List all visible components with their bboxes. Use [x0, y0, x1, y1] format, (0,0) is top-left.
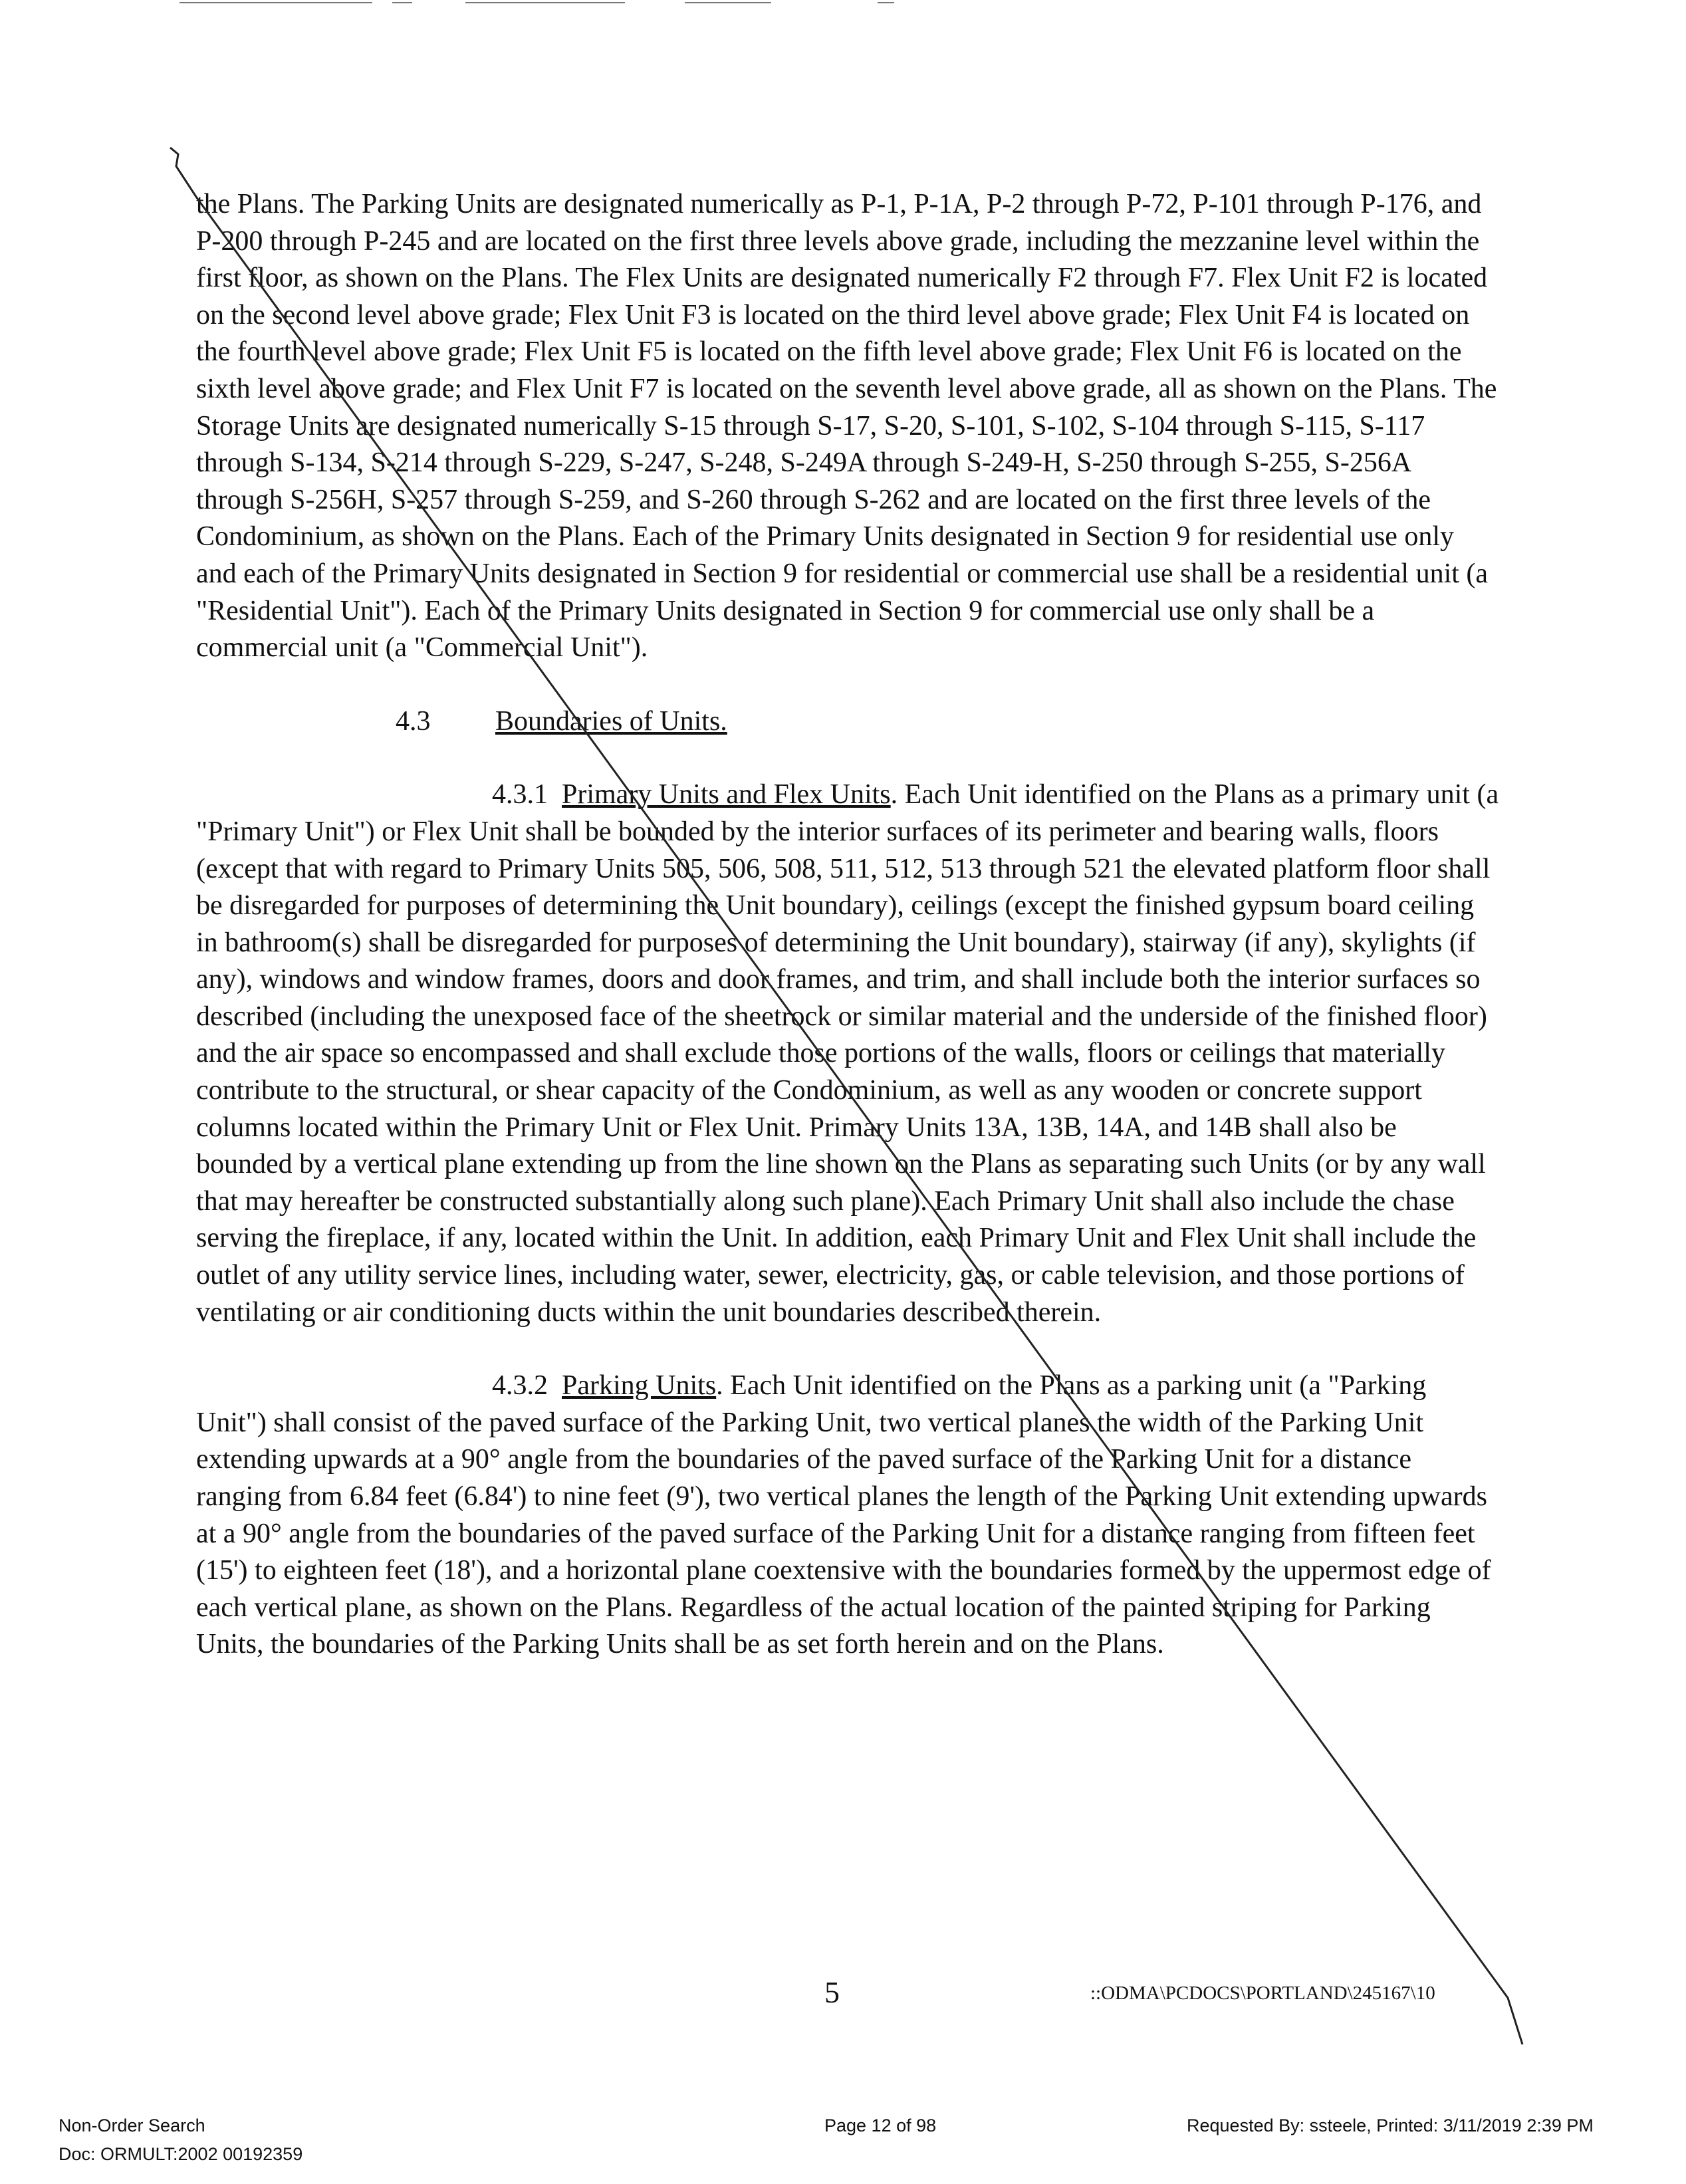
subsection-4-3-2: [196, 1368, 1499, 1663]
page-number: 5: [824, 1975, 840, 2009]
section-number: 4.3: [396, 705, 431, 737]
subsection-body: . Each Unit identified on the Plans as a parking unit (a "Parking Unit") shall consist of the paved surface of the Parking Unit, two vertical planes the width of the Parking Unit extending upwards at a 90° angle from the boundaries of the paved surface of the Parking Unit for a distance ranging from 6.84 feet (6.84') to nine feet (9'), two vertical planes the length of the Parking Unit extending upwards at a 90° angle from the boundaries of the paved surface of the Parking Unit for a distance ranging from fifteen feet (15') to eighteen feet (18'), and a horizontal plane coextensive with the boundaries formed by the uppermost edge of each vertical plane, as shown on the Plans. Regardless of the actual location of the painted striping for Parking Units, the boundaries of the Parking Units shall be as set forth herein and on the Plans.: [196, 1370, 1491, 1660]
subsection-number: 4.3.1: [492, 779, 548, 810]
scan-artifact-marks: [0, 0, 1686, 13]
document-body: [196, 186, 1499, 1663]
document-path: ::ODMA\PCDOCS\PORTLAND\245167\10: [1090, 1983, 1435, 2004]
subsection-body: . Each Unit identified on the Plans as a primary unit (a "Primary Unit") or Flex Unit shall be bounded by the interior surfaces of its perimeter and bearing walls, floors (except that with regard to Primary Units 505, 506, 508, 511, 512, 513 through 521 the elevated platform floor shall be disregarded for purposes of determining the Unit boundary), ceilings (except the finished gypsum board ceiling in bathroom(s) shall be disregarded for purposes of determining the Unit boundary), stairway (if any), skylights (if any), windows and window frames, doors and door frames, and trim, and shall include both the interior surfaces so described (including the unexposed face of the sheetrock or similar material and the underside of the finished floor) and the air space so encompassed and shall exclude those portions of the walls, floors or ceilings that materially contribute to the structural, or shear capacity of the Condominium, as well as any wooden or concrete support columns located within the Primary Unit or Flex Unit. Primary Units 13A, 13B, 14A, and 14B shall also be bounded by a vertical plane extending up from the line shown on the Plans as separating such Units (or by any wall that may hereafter be constructed substantially along such plane). Each Primary Unit shall also include the chase serving the fireplace, if any, located within the Unit. In addition, each Primary Unit and Flex Unit shall include the outlet of any utility service lines, including water, sewer, electricity, gas, or cable television, and those portions of ventilating or air conditioning ducts within the unit boundaries described therein.: [196, 779, 1499, 1328]
footer-doc-id: Doc: ORMULT:2002 00192359: [59, 2144, 303, 2164]
subsection-4-3-1: [196, 777, 1499, 1331]
footer-request-info: Requested By: ssteele, Printed: 3/11/2019 2:39 PM: [1187, 2116, 1594, 2135]
units-designation-paragraph: the Plans. The Parking Units are designated numerically as P-1, P-1A, P-2 through P-72, P-101 through P-176, and P-200 through P-245 and are located on the first three levels above grade, including the mezzanine level within the first floor, as shown on the Plans. The Flex Units are designated numerically F2 through F7. Flex Unit F2 is located on the second level above grade; Flex Unit F3 is located on the third level above grade; Flex Unit F4 is located on the fourth level above grade; Flex Unit F5 is located on the fifth level above grade; Flex Unit F6 is located on the sixth level above grade; and Flex Unit F7 is located on the seventh level above grade, all as shown on the Plans. The Storage Units are designated numerically S-15 through S-17, S-20, S-101, S-102, S-104 through S-115, S-117 through S-134, S-214 through S-229, S-247, S-248, S-249A through S-249-H, S-250 through S-255, S-256A through S-256H, S-257 through S-259, and S-260 through S-262 and are located on the first three levels of the Condominium, as shown on the Plans. Each of the Primary Units designated in Section 9 for residential use only and each of the Primary Units designated in Section 9 for residential or commercial use shall be a residential unit (a "Residential Unit"). Each of the Primary Units designated in Section 9 for commercial use only shall be a commercial unit (a "Commercial Unit").: [196, 189, 1497, 664]
subsection-number: 4.3.2: [492, 1370, 548, 1401]
section-heading-4-3: [196, 703, 1499, 741]
footer-search-type: Non-Order Search: [59, 2116, 205, 2135]
section-title: Boundaries of Units.: [495, 705, 727, 737]
subsection-title: Parking Units: [562, 1370, 717, 1401]
subsection-title: Primary Units and Flex Units: [562, 779, 891, 810]
footer-page-count: Page 12 of 98: [824, 2116, 937, 2135]
